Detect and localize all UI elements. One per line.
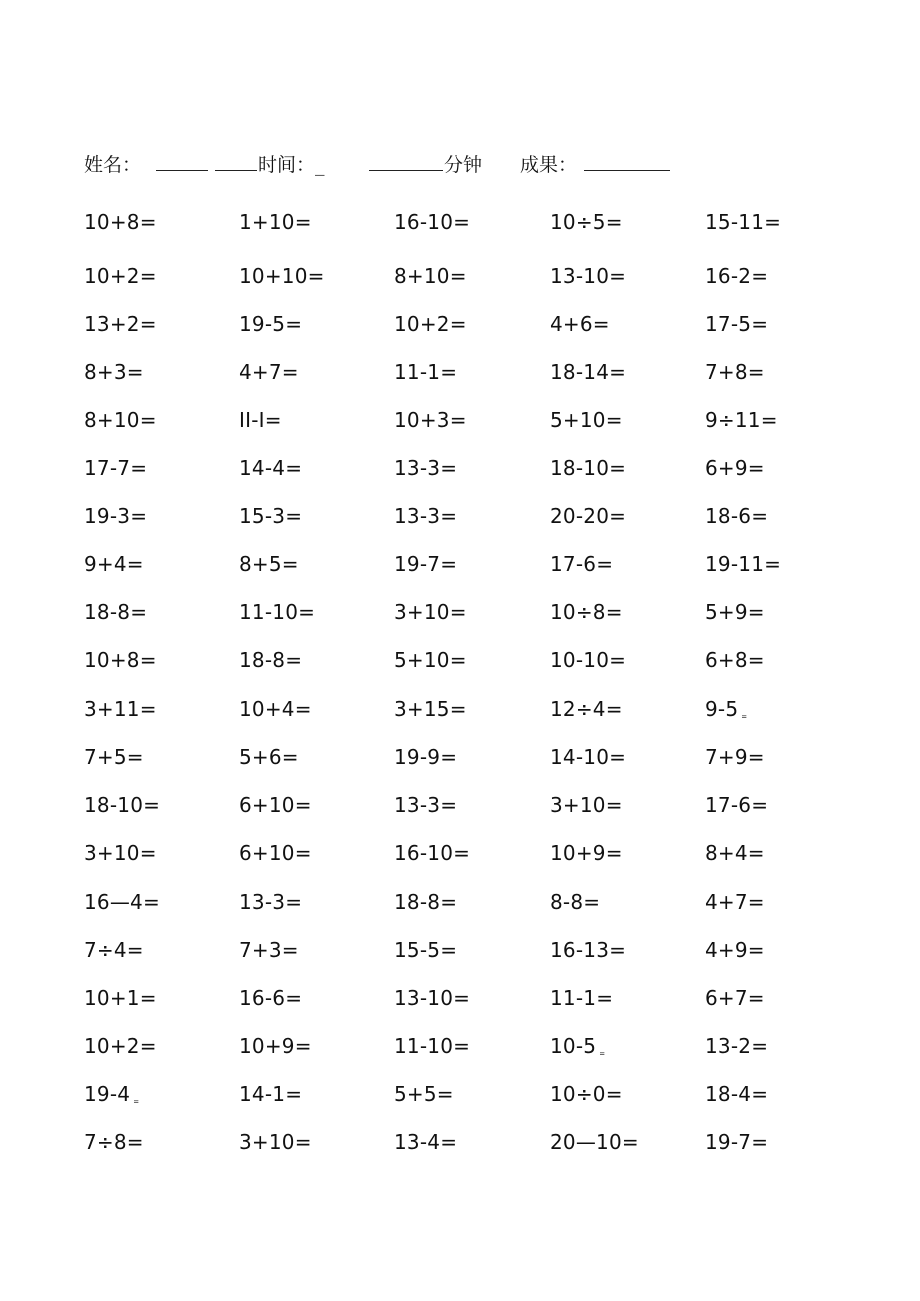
math-problem: 6+9= [705, 456, 765, 480]
problem-row [84, 890, 884, 924]
math-problem: 10+8= [84, 648, 157, 672]
math-problem: 16-10= [394, 210, 471, 234]
math-problem: 15-11= [705, 210, 782, 234]
math-problem: 18-8= [394, 890, 458, 914]
math-problem: 10+4= [239, 697, 312, 721]
math-problem: 16-2= [705, 264, 769, 288]
math-problem: 11-10= [394, 1034, 471, 1058]
math-problem: 3+11= [84, 697, 157, 721]
math-problem: 10+8= [84, 210, 157, 234]
math-problem: 4+9= [705, 938, 765, 962]
math-problem: 15-5= [394, 938, 458, 962]
math-problem: 8+3= [84, 360, 144, 384]
math-problem: 5+5= [394, 1082, 454, 1106]
math-problem: 19-11= [705, 552, 782, 576]
math-problem: 5+10= [550, 408, 623, 432]
math-problem: 3+15= [394, 697, 467, 721]
problem-row [84, 1130, 884, 1164]
math-problem: 7+3= [239, 938, 299, 962]
math-problem: 4+7= [705, 890, 765, 914]
math-problem: 13-10= [394, 986, 471, 1010]
worksheet-header [84, 146, 784, 180]
math-problem: 12÷4= [550, 697, 623, 721]
small-equals-mark: = [133, 1098, 140, 1106]
problem-row [84, 793, 884, 827]
math-problem: 18-6= [705, 504, 769, 528]
math-problem: 10-5 = [550, 1034, 606, 1058]
problem-row [84, 312, 884, 346]
math-problem: 20—10= [550, 1130, 639, 1154]
math-problem: 7+5= [84, 745, 144, 769]
problem-row [84, 552, 884, 586]
math-problem: 13+2= [84, 312, 157, 336]
math-problem: 10+3= [394, 408, 467, 432]
math-problem: 19-5= [239, 312, 303, 336]
math-problem: 4+6= [550, 312, 610, 336]
problem-row [84, 1034, 884, 1068]
problem-row [84, 600, 884, 634]
time-blank[interactable] [369, 170, 443, 171]
problem-row [84, 408, 884, 442]
math-problem: 5+9= [705, 600, 765, 624]
math-problem: 6+8= [705, 648, 765, 672]
math-problem: 3+10= [84, 841, 157, 865]
math-problem: 3+10= [394, 600, 467, 624]
problem-row [84, 456, 884, 490]
math-problem: 10÷8= [550, 600, 623, 624]
score-blank[interactable] [584, 170, 670, 171]
minutes-label: 分钟 [444, 154, 483, 176]
small-equals-mark: = [741, 713, 748, 721]
math-problem: 3+10= [239, 1130, 312, 1154]
math-problem: 11-1= [550, 986, 614, 1010]
score-label: 成果： [520, 154, 578, 176]
problem-row [84, 504, 884, 538]
problem-row [84, 697, 884, 731]
math-problem: 8+4= [705, 841, 765, 865]
problem-row [84, 1082, 884, 1116]
math-problem: 10+2= [84, 1034, 157, 1058]
name-label: 姓名： [84, 154, 142, 176]
math-problem: 16-13= [550, 938, 627, 962]
math-problem: 9÷11= [705, 408, 778, 432]
problem-row [84, 745, 884, 779]
math-problem: 1+10= [239, 210, 312, 234]
math-problem: 10÷0= [550, 1082, 623, 1106]
math-problem: 5+10= [394, 648, 467, 672]
math-problem: 20-20= [550, 504, 627, 528]
math-problem: 13-3= [394, 456, 458, 480]
math-problem: 10+1= [84, 986, 157, 1010]
math-problem: 18-14= [550, 360, 627, 384]
math-problem: 7+9= [705, 745, 765, 769]
math-problem: 13-3= [394, 793, 458, 817]
math-problem: 18-8= [84, 600, 148, 624]
math-problem: 13-4= [394, 1130, 458, 1154]
math-problem: 10+2= [84, 264, 157, 288]
math-problem: 3+10= [550, 793, 623, 817]
math-problem: 13-3= [394, 504, 458, 528]
problem-row [84, 264, 884, 298]
math-problem: 19-3= [84, 504, 148, 528]
math-problem: 7÷8= [84, 1130, 144, 1154]
math-problem: 14-1= [239, 1082, 303, 1106]
math-problem: 8+10= [394, 264, 467, 288]
math-problem: 6+10= [239, 841, 312, 865]
problem-row [84, 986, 884, 1020]
math-problem: 18-10= [84, 793, 161, 817]
math-problem: 11-10= [239, 600, 316, 624]
math-problem: 17-6= [550, 552, 614, 576]
time-label: 时间：_ [258, 154, 325, 176]
math-problem: 11-1= [394, 360, 458, 384]
math-problem: 10÷5= [550, 210, 623, 234]
problem-row [84, 938, 884, 972]
math-problem: 16—4= [84, 890, 160, 914]
math-problem: 8+10= [84, 408, 157, 432]
math-problem: 8-8= [550, 890, 601, 914]
math-problem: 15-3= [239, 504, 303, 528]
name-blank-2[interactable] [215, 170, 257, 171]
math-problem: 13-2= [705, 1034, 769, 1058]
math-problem: 19-9= [394, 745, 458, 769]
math-problem: 10+2= [394, 312, 467, 336]
math-problem: 6+10= [239, 793, 312, 817]
name-blank-1[interactable] [156, 170, 208, 171]
math-problem: 7+8= [705, 360, 765, 384]
math-problem: 10-10= [550, 648, 627, 672]
problem-row [84, 360, 884, 394]
math-problem: 16-6= [239, 986, 303, 1010]
math-problem: 13-10= [550, 264, 627, 288]
math-problem: 4+7= [239, 360, 299, 384]
math-problem: 9-5 = [705, 697, 748, 721]
math-problem: 6+7= [705, 986, 765, 1010]
math-problem: 18-10= [550, 456, 627, 480]
problem-row [84, 648, 884, 682]
math-problem: 17-7= [84, 456, 148, 480]
math-problem: 5+6= [239, 745, 299, 769]
math-problem: 10+9= [550, 841, 623, 865]
math-problem: 14-10= [550, 745, 627, 769]
math-problem: II-I= [239, 408, 282, 432]
math-problem: 18-8= [239, 648, 303, 672]
math-problem: 19-7= [705, 1130, 769, 1154]
math-problem: 16-10= [394, 841, 471, 865]
math-problem: 19-7= [394, 552, 458, 576]
math-problem: 9+4= [84, 552, 144, 576]
problem-row [84, 210, 884, 244]
math-problem: 10+9= [239, 1034, 312, 1058]
math-problem: 7÷4= [84, 938, 144, 962]
small-equals-mark: = [599, 1050, 606, 1058]
math-problem: 14-4= [239, 456, 303, 480]
math-problem: 10+10= [239, 264, 325, 288]
math-problem: 17-5= [705, 312, 769, 336]
math-problem: 19-4 = [84, 1082, 140, 1106]
math-problem: 13-3= [239, 890, 303, 914]
math-problem: 8+5= [239, 552, 299, 576]
problem-row [84, 841, 884, 875]
math-problem: 17-6= [705, 793, 769, 817]
math-problem: 18-4= [705, 1082, 769, 1106]
